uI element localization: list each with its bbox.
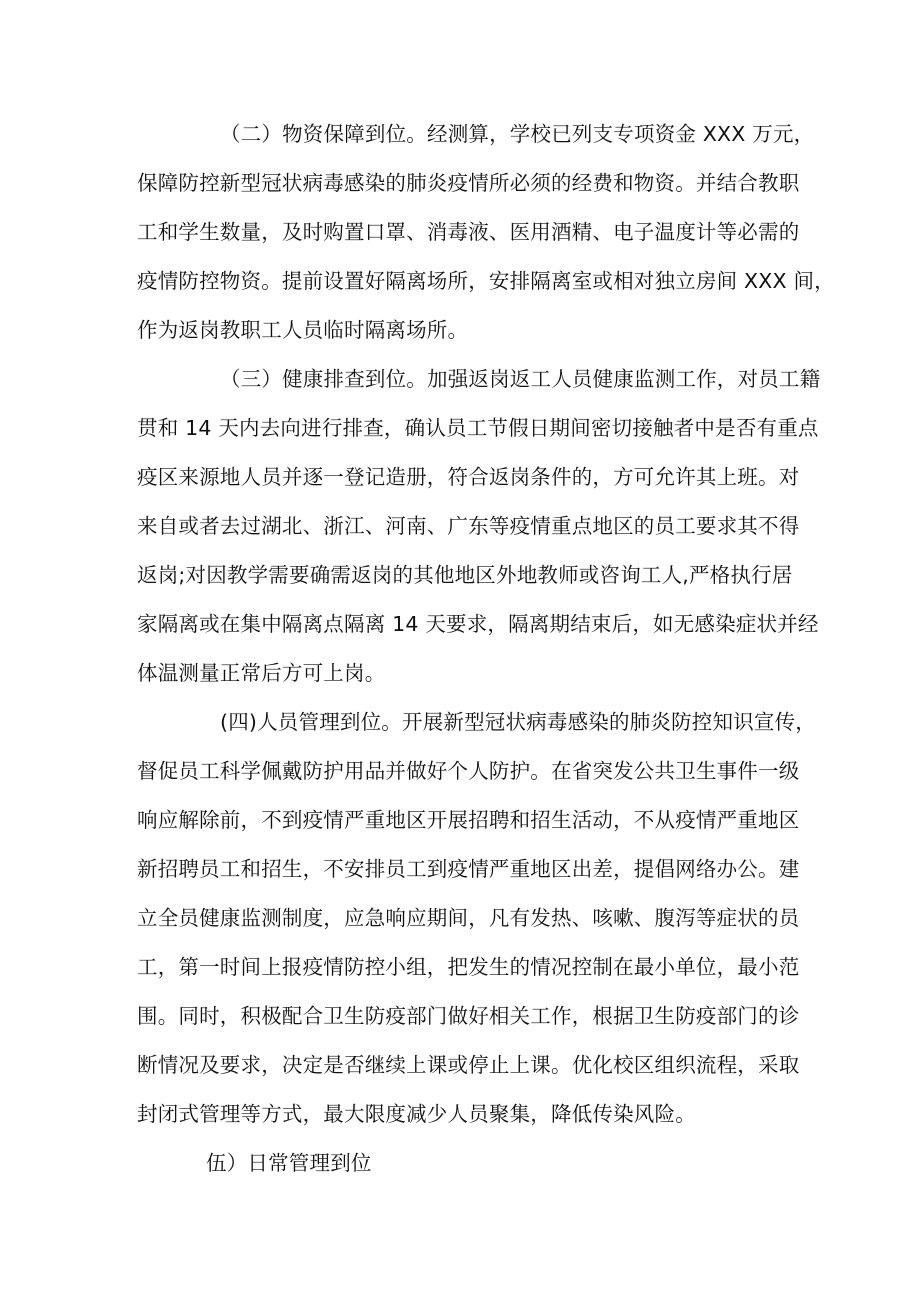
paragraph-line: 封闭式管理等方式，最大限度减少人员聚集，降低传染风险。 [137, 1102, 696, 1126]
paragraph-line: 疫区来源地人员并逐一登记造册，符合返岗条件的，方可允许其上班。对 [137, 465, 800, 489]
paragraph-line: 工和学生数量，及时购置口罩、消毒液、医用酒精、电子温度计等必需的 [137, 220, 800, 244]
paragraph-line: 家隔离或在集中隔离点隔离 14 天要求，隔离期结束后，如无感染症状并经 [137, 612, 819, 636]
paragraph-line: 保障防控新型冠状病毒感染的肺炎疫情所必须的经费和物资。并结合教职 [137, 171, 800, 195]
paragraph-line: 来自或者去过湖北、浙江、河南、广东等疫情重点地区的员工要求其不得 [137, 514, 800, 538]
paragraph-line: 贯和 14 天内去向进行排查，确认员工节假日期间密切接触者中是否有重点 [137, 416, 819, 440]
paragraph-line: 立全员健康监测制度，应急响应期间，凡有发热、咳嗽、腹泻等症状的员 [137, 906, 800, 930]
section-heading: 伍）日常管理到位 [206, 1151, 372, 1175]
paragraph-line: 返岗;对因教学需要确需返岗的其他地区外地教师或咨询工人,严格执行居 [137, 563, 793, 587]
paragraph-line: 新招聘员工和招生，不安排员工到疫情严重地区出差，提倡网络办公。建 [137, 857, 800, 881]
paragraph-line: (四)人员管理到位。开展新型冠状病毒感染的肺炎防控知识宣传， [220, 710, 816, 734]
paragraph-line: 督促员工科学佩戴防护用品并做好个人防护。在省突发公共卫生事件一级 [137, 759, 800, 783]
paragraph-line: 围。同时，积极配合卫生防疫部门做好相关工作，根据卫生防疫部门的诊 [137, 1004, 800, 1028]
paragraph-line: 断情况及要求，决定是否继续上课或停止上课。优化校区组织流程，采取 [137, 1053, 800, 1077]
paragraph-line: （三）健康排查到位。加强返岗返工人员健康监测工作，对员工籍 [220, 367, 821, 391]
paragraph-line: 工，第一时间上报疫情防控小组，把发生的情况控制在最小单位，最小范 [137, 955, 800, 979]
paragraph-line: 作为返岗教职工人员临时隔离场所。 [137, 318, 469, 342]
paragraph-line: 疫情防控物资。提前设置好隔离场所，安排隔离室或相对独立房间 XXX 间， [137, 269, 835, 293]
paragraph-line: 响应解除前，不到疫情严重地区开展招聘和招生活动，不从疫情严重地区 [137, 808, 800, 832]
paragraph-line: 体温测量正常后方可上岗。 [137, 661, 386, 685]
paragraph-line: （二）物资保障到位。经测算，学校已列支专项资金 XXX 万元， [220, 122, 815, 146]
